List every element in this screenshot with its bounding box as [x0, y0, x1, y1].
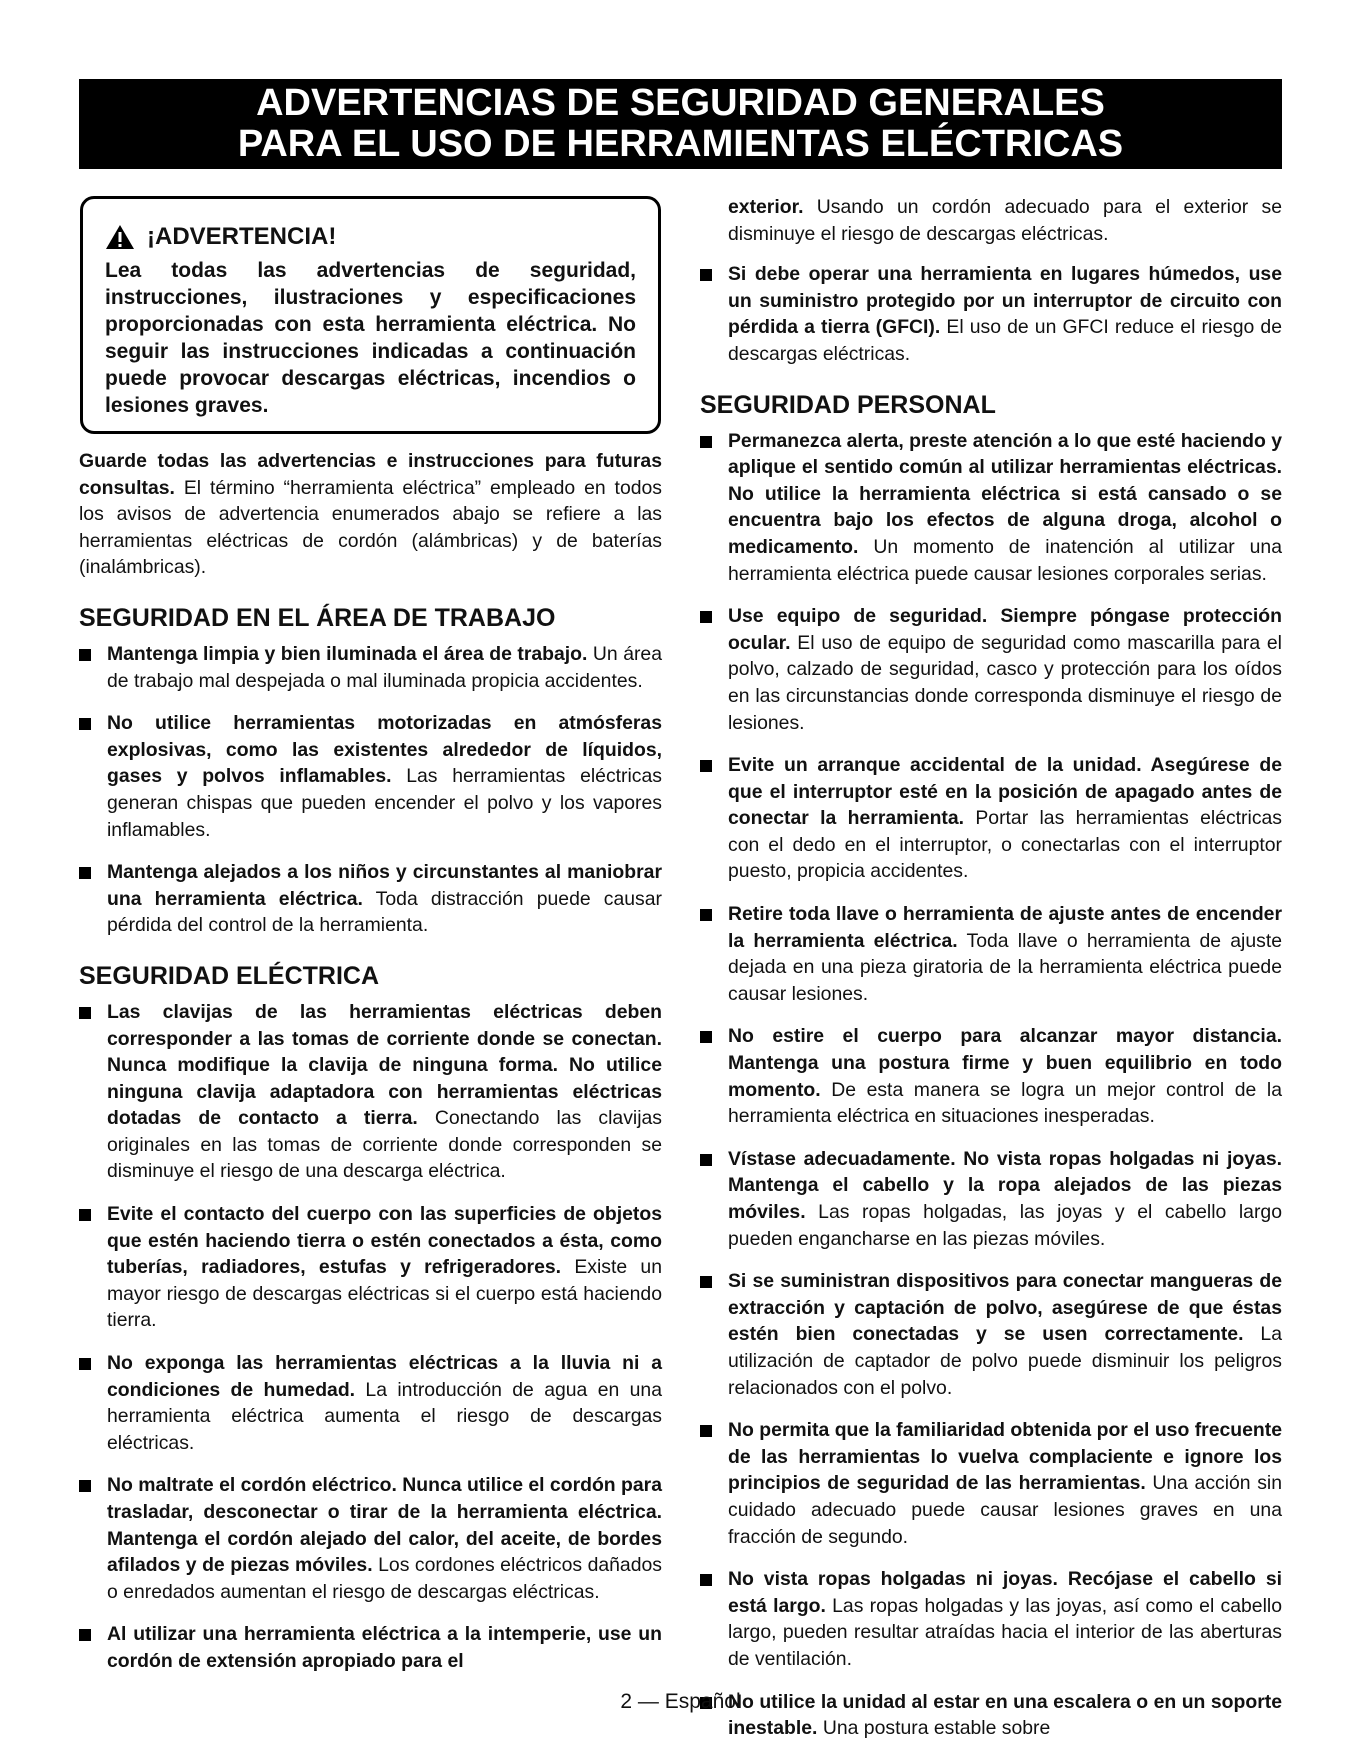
item-bold: No maltrate el cordón eléctrico. Nunca utilice el cordón para trasladar, desconectar o tirar de la herramienta eléctrica. Mantenga el cordón alejado del calor, del aceite, de bordes afilados y de piezas móviles. [107, 1474, 662, 1577]
intro-text: El término “herramienta eléctrica” empleado en todos los avisos de advertencia enumerados abajo se refiere a las herramientas eléctricas de cordón (alámbricas) y de baterías (inalámbricas). [79, 476, 662, 579]
bullet-icon [700, 909, 712, 921]
bullet-icon [79, 649, 91, 661]
bullet-icon [700, 1031, 712, 1043]
section-title-electrical: SEGURIDAD ELÉCTRICA [79, 961, 380, 990]
item-bold: No estire el cuerpo para alcanzar mayor distancia. Mantenga una postura firme y buen equilibrio en todo momento. [728, 1025, 1282, 1101]
list-item [700, 1268, 1282, 1401]
list-item-continuation [700, 194, 1282, 247]
item-text: Usando un cordón adecuado para el exterior se disminuye el riesgo de descargas eléctricas. [728, 196, 1282, 245]
item-bold: Si se suministran dispositivos para conectar mangueras de extracción y captación de polvo, asegúrese de que éstas estén bien conectadas y se usen correctamente. [728, 1270, 1282, 1346]
left-column [79, 196, 662, 1691]
list-item [79, 641, 662, 694]
list-item [700, 1566, 1282, 1672]
warning-title-row [105, 223, 636, 251]
header-line-2: PARA EL USO DE HERRAMIENTAS ELÉCTRICAS [237, 123, 1124, 165]
item-bold: No utilice la unidad al estar en una escalera o en un soporte inestable. [728, 1690, 1282, 1740]
item-bold: Use equipo de seguridad. Siempre póngase protección ocular. [728, 605, 1282, 654]
header-line-1: ADVERTENCIAS DE SEGURIDAD GENERALES [256, 82, 1105, 124]
list-item [79, 1350, 662, 1456]
bullet-icon [700, 760, 712, 772]
warning-text: Lea todas las advertencias de seguridad, instrucciones, ilustraciones y especificaciones proporcionadas con esta herramienta eléctrica. No seguir las instrucciones indicadas a continuación puede provocar descargas eléctricas, incendios o lesiones graves. [105, 259, 636, 417]
intro-bold: Guarde todas las advertencias e instrucciones para futuras consultas. [79, 450, 662, 499]
item-bold: Las clavijas de las herramientas eléctricas deben corresponder a las tomas de corriente donde se conectan. Nunca modifique la clavija de ninguna forma. No utilice ninguna clavija adaptadora con herramientas eléctricas dotadas de contacto a tierra. [107, 1000, 662, 1130]
item-text: La introducción de agua en una herramienta eléctrica aumenta el riesgo de descargas eléctricas. [107, 1378, 662, 1454]
item-bold: Vístase adecuadamente. No vista ropas holgadas ni joyas. Mantenga el cabello y la ropa alejados de las piezas móviles. [728, 1147, 1282, 1223]
list-item [79, 1621, 662, 1674]
bullet-icon [79, 1209, 91, 1221]
item-bold: Si debe operar una herramienta en lugares húmedos, use un suministro protegido por un interruptor de circuito con pérdida a tierra (GFCI). [728, 263, 1282, 339]
item-text: Las ropas holgadas, las joyas y el cabello largo pueden engancharse en las piezas móviles. [728, 1201, 1282, 1250]
bullet-icon [79, 867, 91, 879]
bullet-icon [700, 1154, 712, 1166]
item-text: Las ropas holgadas y las joyas, así como el cabello largo, pueden resultar atraídas hacia el interior de las aberturas de ventilación. [728, 1594, 1282, 1670]
list-item [79, 1472, 662, 1605]
bullet-icon [700, 611, 712, 623]
section-title-personal: SEGURIDAD PERSONAL [700, 390, 996, 419]
intro-paragraph [79, 448, 662, 581]
list-item [79, 710, 662, 843]
item-bold: Mantenga alejados a los niños y circunstantes al maniobrar una herramienta eléctrica. [107, 861, 662, 910]
list-item [700, 1417, 1282, 1550]
page-header [79, 79, 1282, 169]
list-item [700, 901, 1282, 1007]
item-text: Toda distracción puede causar pérdida del control de la herramienta. [107, 887, 662, 937]
page-footer: 2 — Español [620, 1690, 741, 1713]
item-bold: Evite un arranque accidental de la unidad. Asegúrese de que el interruptor esté en la posición de apagado antes de conectar la herramienta. [728, 754, 1282, 830]
item-bold: No exponga las herramientas eléctricas a la lluvia ni a condiciones de humedad. [107, 1352, 662, 1401]
right-column [700, 194, 1282, 1758]
item-text: El uso de equipo de seguridad como mascarilla para el polvo, calzado de seguridad, casco y protección para los oídos en las circunstancias donde corresponda disminuye el riesgo de lesiones. [728, 631, 1282, 734]
bullet-icon [700, 269, 712, 281]
section-title-work-area: SEGURIDAD EN EL ÁREA DE TRABAJO [79, 603, 556, 632]
item-text: Una postura estable sobre [817, 1717, 1051, 1740]
item-text: Los cordones eléctricos dañados o enredados aumentan el riesgo de descargas eléctricas. [107, 1554, 662, 1603]
item-bold: Mantenga limpia y bien iluminada el área de trabajo. [107, 642, 588, 665]
list-item [79, 999, 662, 1185]
item-bold: Permanezca alerta, preste atención a lo que esté haciendo y aplique el sentido común al utilizar herramientas eléctricas. No utilice la herramienta eléctrica si está cansado o se encuentra bajo los efectos de alguna droga, alcohol o medicamento. [728, 429, 1282, 558]
list-item [700, 1146, 1282, 1252]
warning-box [80, 196, 661, 434]
item-bold: Evite el contacto del cuerpo con las superficies de objetos que estén haciendo tierra o estén conectados a ésta, como tuberías, radiadores, estufas y refrigeradores. [107, 1203, 662, 1279]
bullet-icon [700, 1574, 712, 1586]
item-text: Portar las herramientas eléctricas con el dedo en el interruptor, o conectarlas con el interruptor puesto, propicia accidentes. [728, 807, 1282, 883]
item-text: Un área de trabajo mal despejada o mal iluminada propicia accidentes. [107, 642, 662, 692]
bullet-icon [79, 1480, 91, 1492]
item-bold: No vista ropas holgadas ni joyas. Recójase el cabello si está largo. [728, 1568, 1282, 1617]
bullet-icon [700, 436, 712, 448]
item-text: De esta manera se logra un mejor control de la herramienta eléctrica en situaciones inesperadas. [728, 1078, 1282, 1128]
item-text: Una acción sin cuidado adecuado puede causar lesiones graves en una fracción de segundo. [728, 1472, 1282, 1548]
item-text: Toda llave o herramienta de ajuste dejada en una pieza giratoria de la herramienta eléctrica puede causar lesiones. [728, 929, 1282, 1005]
warning-title: ¡ADVERTENCIA! [147, 223, 337, 250]
item-bold: exterior. [728, 196, 804, 218]
bullet-icon [79, 1629, 91, 1641]
bullet-icon [700, 1276, 712, 1288]
item-text: El uso de un GFCI reduce el riesgo de descargas eléctricas. [728, 316, 1282, 365]
item-text: Las herramientas eléctricas generan chispas que pueden encender el polvo y los vapores inflamables. [107, 765, 662, 841]
list-item [79, 1201, 662, 1334]
item-text: Conectando las clavijas originales en las tomas de corriente donde corresponden se disminuye el riesgo de una descarga eléctrica. [107, 1107, 662, 1183]
item-bold: Al utilizar una herramienta eléctrica a la intemperie, use un cordón de extensión apropiado para el [107, 1623, 662, 1672]
bullet-icon [700, 1425, 712, 1437]
bullet-icon [79, 1007, 91, 1019]
item-text: La utilización de captador de polvo puede disminuir los peligros relacionados con el polvo. [728, 1323, 1282, 1399]
item-bold: No utilice herramientas motorizadas en atmósferas explosivas, como las existentes alrededor de líquidos, gases y polvos inflamables. [107, 712, 662, 788]
item-text: Un momento de inatención al utilizar una herramienta eléctrica puede causar lesiones corporales serias. [728, 535, 1282, 585]
bullet-icon [79, 1358, 91, 1370]
list-item [700, 428, 1282, 588]
list-item [700, 603, 1282, 736]
bullet-icon [79, 718, 91, 730]
warning-triangle-icon [105, 224, 135, 250]
item-text: Existe un mayor riesgo de descargas eléctricas si el cuerpo está haciendo tierra. [107, 1256, 662, 1332]
list-item [700, 1023, 1282, 1129]
list-item [700, 752, 1282, 885]
list-item [79, 859, 662, 939]
item-bold: No permita que la familiaridad obtenida por el uso frecuente de las herramientas lo vuelva complaciente e ignore los principios de seguridad de las herramientas. [728, 1419, 1282, 1495]
item-bold: Retire toda llave o herramienta de ajuste antes de encender la herramienta eléctrica. [728, 903, 1282, 952]
list-item [700, 261, 1282, 367]
